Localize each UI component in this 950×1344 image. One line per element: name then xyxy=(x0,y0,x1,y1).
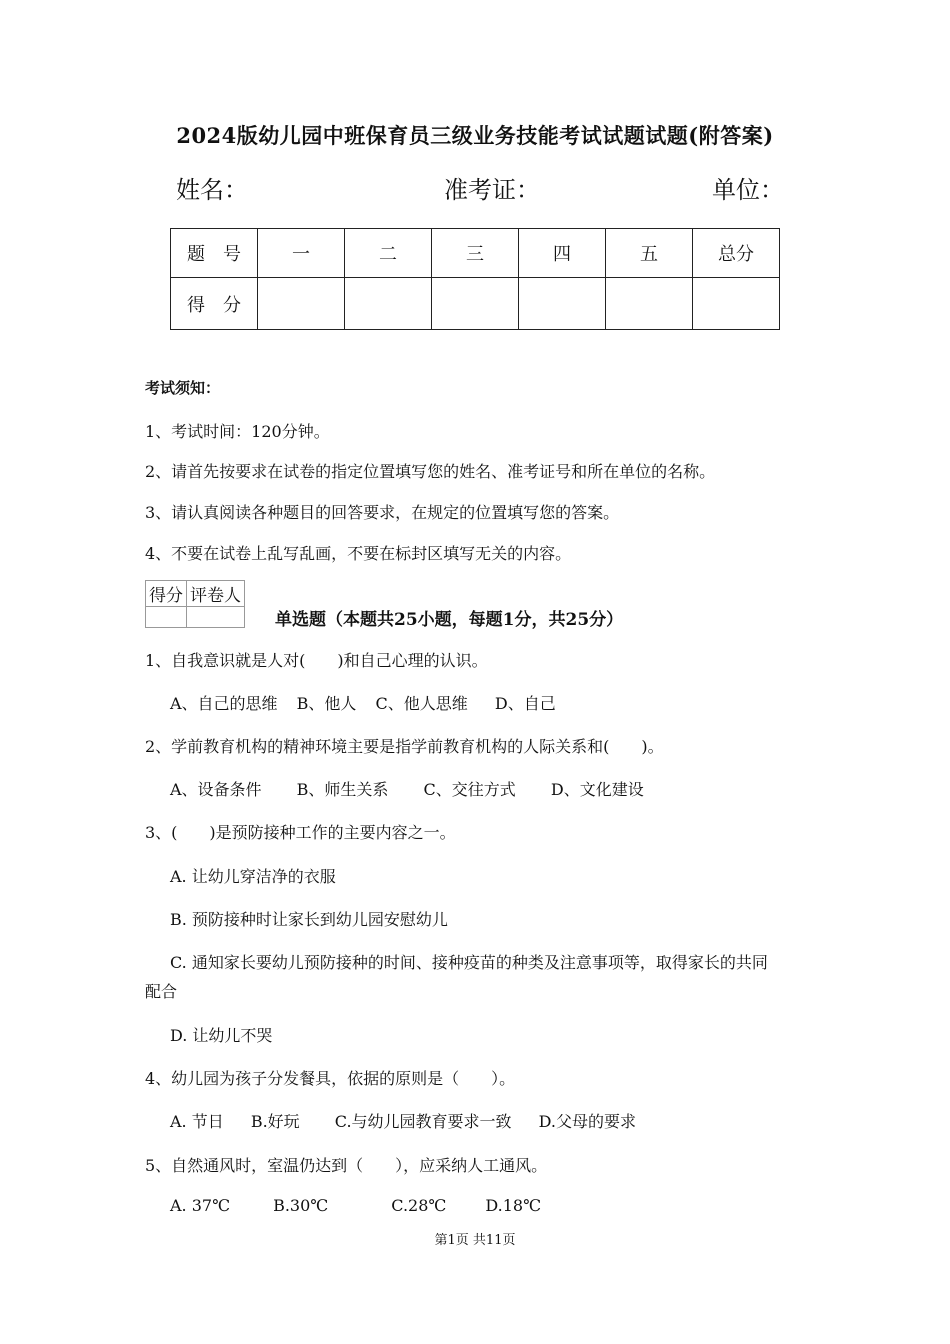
question-3-option-c[interactable]: C. 通知家长要幼儿预防接种的时间、接种疫苗的种类及注意事项等，取得家长的共同 xyxy=(170,953,768,972)
score-cell-1[interactable] xyxy=(258,278,345,330)
question-3-option-a[interactable]: A. 让幼儿穿洁净的衣服 xyxy=(170,867,336,886)
unit-field-label: 单位： xyxy=(712,176,784,204)
question-4-stem: 4、幼儿园为孩子分发餐具，依据的原则是（ ）。 xyxy=(145,1069,516,1088)
option-b[interactable]: B、他人 xyxy=(296,694,357,713)
grader-name-label: 评卷人 xyxy=(187,581,245,607)
question-3-stem: 3、( )是预防接种工作的主要内容之一。 xyxy=(145,823,456,842)
score-label: 得 分 xyxy=(171,278,258,330)
option-d[interactable]: D、自己 xyxy=(494,694,556,713)
score-cell-total[interactable] xyxy=(693,278,780,330)
option-d[interactable]: D、文化建设 xyxy=(550,780,644,799)
option-d[interactable]: D.父母的要求 xyxy=(538,1112,636,1131)
option-c[interactable]: C.28℃ xyxy=(391,1196,447,1215)
notice-item: 4、不要在试卷上乱写乱画，不要在标封区填写无关的内容。 xyxy=(145,544,572,563)
notice-item: 1、考试时间：120分钟。 xyxy=(145,422,330,441)
option-a[interactable]: A. 37℃ xyxy=(170,1196,230,1215)
question-5-options xyxy=(170,1196,541,1215)
page-footer: 第1页 共11页 xyxy=(434,1233,516,1248)
question-2-options xyxy=(170,777,644,800)
question-1-stem: 1、自我意识就是人对( )和自己心理的认识。 xyxy=(145,651,488,670)
grader-box xyxy=(145,580,245,628)
option-c[interactable]: C、他人思维 xyxy=(375,694,468,713)
score-cell-2[interactable] xyxy=(345,278,432,330)
score-cell-3[interactable] xyxy=(432,278,519,330)
question-3-option-b[interactable]: B. 预防接种时让家长到幼儿园安慰幼儿 xyxy=(170,910,448,929)
header-part-1: 一 xyxy=(258,229,345,278)
header-question-number: 题 号 xyxy=(171,229,258,278)
option-c[interactable]: C、交往方式 xyxy=(423,780,516,799)
option-a[interactable]: A、设备条件 xyxy=(170,780,262,799)
score-cell-4[interactable] xyxy=(519,278,606,330)
header-part-5: 五 xyxy=(606,229,693,278)
page-title: 2024版幼儿园中班保育员三级业务技能考试试题试题(附答案) xyxy=(176,123,774,148)
option-a[interactable]: A、自己的思维 xyxy=(170,694,278,713)
header-part-3: 三 xyxy=(432,229,519,278)
score-table xyxy=(170,228,780,330)
notice-item: 3、请认真阅读各种题目的回答要求，在规定的位置填写您的答案。 xyxy=(145,503,620,522)
score-table-score-row xyxy=(171,278,780,330)
notice-item: 2、请首先按要求在试卷的指定位置填写您的姓名、准考证号和所在单位的名称。 xyxy=(145,462,716,481)
score-cell-5[interactable] xyxy=(606,278,693,330)
header-part-2: 二 xyxy=(345,229,432,278)
question-3-option-d[interactable]: D. 让幼儿不哭 xyxy=(170,1026,273,1045)
question-5-stem: 5、自然通风时，室温仍达到（ ），应采纳人工通风。 xyxy=(145,1156,548,1175)
option-a[interactable]: A. 节日 xyxy=(170,1112,224,1131)
exam-number-field-label: 准考证： xyxy=(444,176,540,204)
question-3-option-c-cont: 配合 xyxy=(145,982,178,1001)
option-b[interactable]: B.30℃ xyxy=(273,1196,329,1215)
option-c[interactable]: C.与幼儿园教育要求一致 xyxy=(334,1112,512,1131)
grader-score-label: 得分 xyxy=(146,581,187,607)
question-2-stem: 2、学前教育机构的精神环境主要是指学前教育机构的人际关系和( )。 xyxy=(145,737,664,756)
header-total: 总分 xyxy=(693,229,780,278)
option-d[interactable]: D.18℃ xyxy=(485,1196,541,1215)
option-b[interactable]: B.好玩 xyxy=(250,1112,300,1131)
grader-score-cell[interactable] xyxy=(146,607,187,628)
notice-heading: 考试须知： xyxy=(145,379,221,397)
grader-name-cell[interactable] xyxy=(187,607,245,628)
header-part-4: 四 xyxy=(519,229,606,278)
name-field-label: 姓名： xyxy=(176,176,248,204)
score-table-header-row xyxy=(171,229,780,278)
section-heading: 单选题（本题共25小题，每题1分，共25分） xyxy=(275,610,624,630)
question-1-options xyxy=(170,691,556,714)
question-4-options xyxy=(170,1109,636,1132)
option-b[interactable]: B、师生关系 xyxy=(296,780,389,799)
